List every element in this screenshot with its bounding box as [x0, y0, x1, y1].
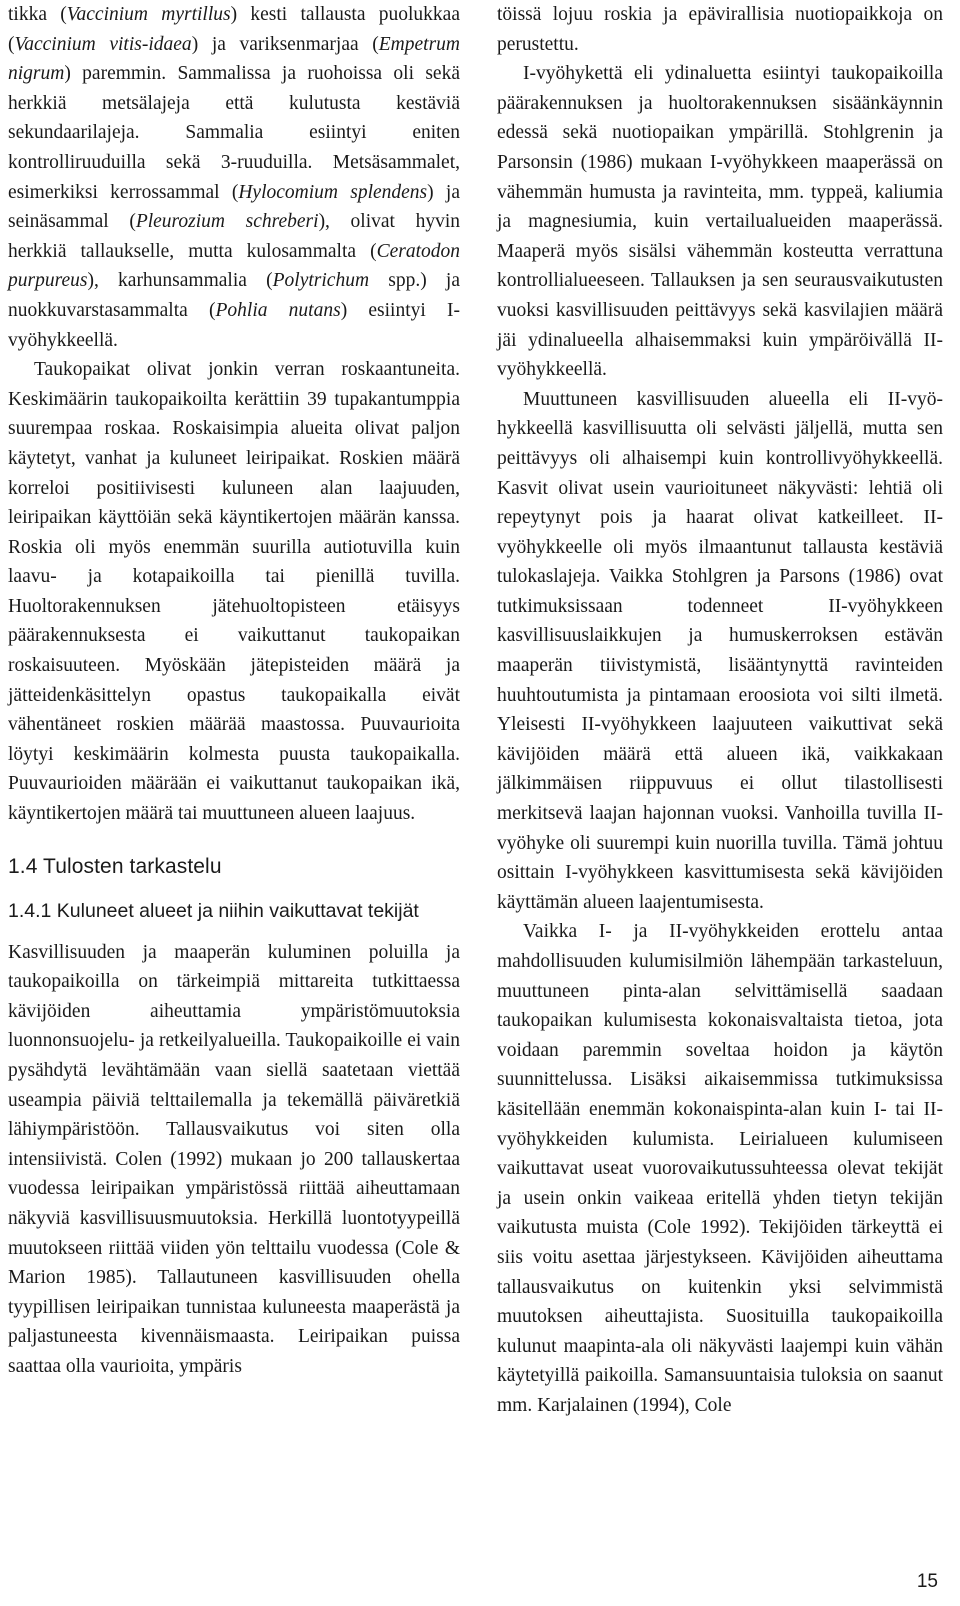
text-run: ) kesti tallausta puolukkaa (	[8, 4, 460, 55]
paragraph-litter-results: Taukopaikat olivat jonkin verran roskaantuneita. Keskimäärin taukopaikoilta kerättiin 39 tupakantumppia suurempaa roskaa. Roskaisimpia alueita olivat paljon käytetyt, vanhat ja kuluneet leiripaikat. Roskien määrä korreloi positiivisesti kuluneen alan laajuuden, leiripaikan käyttöiän sekä käyntikertojen määrän kanssa. Roskia oli myös enemmän suurilla autiotuvilla kuin laavu- ja kotapaikoilla tai pienillä tuvilla. Huoltorakennuksen jätehuoltopisteen etäisyys päärakennuksesta ei vaikuttanut taukopaikan roskaisuuteen. Myöskään jätepisteiden määrä ja jätteidenkäsittelyn opastus taukopaikalla eivät vähentäneet roskien määrää maastossa. Puuvaurioita löytyi keskimäärin kolmesta puusta taukopaikalla. Puuvaurioiden määrään ei vaikuttanut taukopaikan ikä, käyntikertojen määrä tai muuttuneen alueen laajuus.	[8, 359, 460, 825]
text-run: ) esiintyi I-vyöhykkeellä.	[8, 299, 460, 351]
page-number: 15	[916, 1571, 938, 1592]
species-name: Ceratodon purpureus	[8, 240, 460, 292]
species-name: Pohlia nutans	[215, 299, 341, 321]
text-run: ), olivat hyvin herkkiä tallaukselle, mutta kulosammalta (	[8, 211, 460, 262]
species-name: Vaccinium vitis-idaea	[14, 33, 192, 55]
subsection-heading: 1.4.1 Kuluneet alueet ja niihin vaikuttavat tekijät	[8, 899, 419, 922]
paragraph-total-area: Vaikka I- ja II-vyöhykkeiden erottelu antaa mahdollisuuden kulumisilmiön lähempään tarkasteluun, muuttuneen pinta-alan selvittämisellä saadaan taukopaikan kulumisesta kokonaisvaltaista tietoa, jota voidaan paremmin soveltaa hoidon ja käytön suunnittelussa. Lisäksi aikaisemmissa tutkimuksissa käsitellään enemmän kokonaispinta-alan kuin I- tai II-vyöhykkeiden kulumista. Leirialueen kulumiseen vaikuttavat useat vuorovaikutussuhteessa olevat tekijät ja usein onkin vaikeaa eritellä yhden tietyn tekijän vaikutusta muista (Cole 1992). Tekijöiden tärkeyttä ei siis voitu asettaa järjestykseen. Kävijöiden aiheuttama tallausvaikutus on kuitenkin yksi selvimmistä muutoksen aiheuttajista. Suosituilla taukopaikoilla kulunut maapinta-ala oli näkyvästi laajempi kuin vähän käytetyillä paikoilla. Samansuuntaisia tuloksia on saanut mm. Karjalainen (1994), Cole	[497, 921, 943, 1416]
species-name: Hylocomium splendens	[238, 181, 428, 203]
text-run: ) ja variksenmarjaa (	[191, 33, 379, 55]
text-run: spp.) ja nuokkuvarstasammalta (	[8, 270, 460, 321]
paragraph-wear-intro: Kasvillisuuden ja maaperän kuluminen poluilla ja taukopaikoilla on tärkeimpiä mittareita tutkittaessa kävijöiden aiheuttamia ympäristömuutoksia luonnonsuojelu- ja retkeilyalueilla. Taukopaikoille ei vain pysähdytä levähtämään vaan siellä saatetaan viettää useampia päiviä telttailemalla ja tekemällä päiväretkiä lähiympäristöön. Tallausvaikutus voi siten olla intensiivistä. Colen (1992) mukaan jo 200 tallauskertaa vuodessa leiripaikan ympäristössä riittää aiheuttamaan näkyviä kasvillisuusmuutoksia. Herkillä luontotyypeillä muutokseen riittää viiden yön telttailu vuodessa (Cole & Marion 1985). Tallautuneen kasvillisuuden ohella tyypillisen leiripaikan tunnistaa kuluneesta maaperästä ja paljastuneesta kivennäismaasta. Leiripaikan puissa saattaa olla vaurioita, ympäris	[8, 941, 460, 1377]
paragraph-continuation: töissä lojuu roskia ja epävirallisia nuotiopaikkoja on perustettu.	[497, 4, 943, 55]
right-column	[497, 0, 943, 1421]
species-name: Polytrichum	[272, 270, 370, 292]
paragraph-zone-one: I-vyöhykettä eli ydinaluetta esiintyi taukopaikoilla päärakennuksen ja huoltorakennuksen sisäänkäynnin edessä sekä nuotiopaikan ympärillä. Stohlgrenin ja Parsonsin (1986) mukaan I-vyöhykkeen maaperässä on vähemmän humusta ja ravinteita, mm. typpeä, kaliumia ja magnesiumia, kuin vertailualueiden maaperässä. Maaperä myös sisälsi vähemmän kosteutta verrattuna kontrollialueeseen. Tallauksen ja sen seurausvaikutusten vuoksi kasvillisuuden peittävyys sekä kasvilajien määrä jäi ydinalueella alhaisemmaksi kuin ympäröivällä II-vyöhykkeellä.	[497, 63, 943, 381]
species-name: Pleurozium schreberi	[135, 211, 319, 233]
species-name: Vaccinium myrtillus	[66, 4, 231, 25]
species-name: Empetrum nigrum	[8, 33, 461, 85]
left-column	[8, 0, 460, 1382]
paragraph-species-results	[8, 0, 460, 355]
section-heading: 1.4 Tulosten tarkastelu	[8, 854, 222, 878]
text-run: ), karhunsammalia (	[87, 270, 273, 292]
text-run: ) ja seinäsammal (	[8, 181, 460, 233]
text-run: ) paremmin. Sammalissa ja ruohoissa oli sekä herkkiä metsälajeja että kulutusta kestäviä sekundaarilajeja. Sammalia esiintyi eniten kontrolliruuduilla sekä 3-ruuduilla. Metsäsammalet, esimerkiksi kerrossammal (	[8, 63, 460, 203]
text-run: tikka (	[8, 4, 67, 25]
paragraph-zone-two: Muuttuneen kasvillisuuden alueella eli II-vyöhykkeellä kasvillisuutta oli selvästi jäljellä, mutta sen peittävyys oli alhaisempi kuin kontrollivyöhykkeellä. Kasvit olivat usein vaurioituneet näkyvästi: lehtiä oli repeytynyt pois ja haarat olivat katkeilleet. II-vyöhykkeelle oli myös ilmaantunut tallausta kestäviä tulokaslajeja. Vaikka Stohlgren ja Parsons (1986) ovat tutkimuksissaan todenneet II-vyöhykkeen kasvillisuuslaikkujen ja humuskerroksen estävän maaperän tiivistymistä, lisääntynyttä ravinteiden huuhtoutumista ja pintamaan eroosiota voi silti ilmetä. Yleisesti II-vyöhykkeen laajuuteen vaikuttivat sekä kävijöiden määrä että alueen ikä, vaikkakaan jälkimmäisen riippuvuus ei ollut tilastollisesti merkitsevä laajan hajonnan vuoksi. Vanhoilla tuvilla II-vyöhyke oli suurempi kuin nuorilla tuvilla. Tämä johtuu osittain I-vyöhykkeen kasvittumisesta sekä kävijöiden käyttämän alueen laajentumisesta.	[497, 388, 943, 913]
